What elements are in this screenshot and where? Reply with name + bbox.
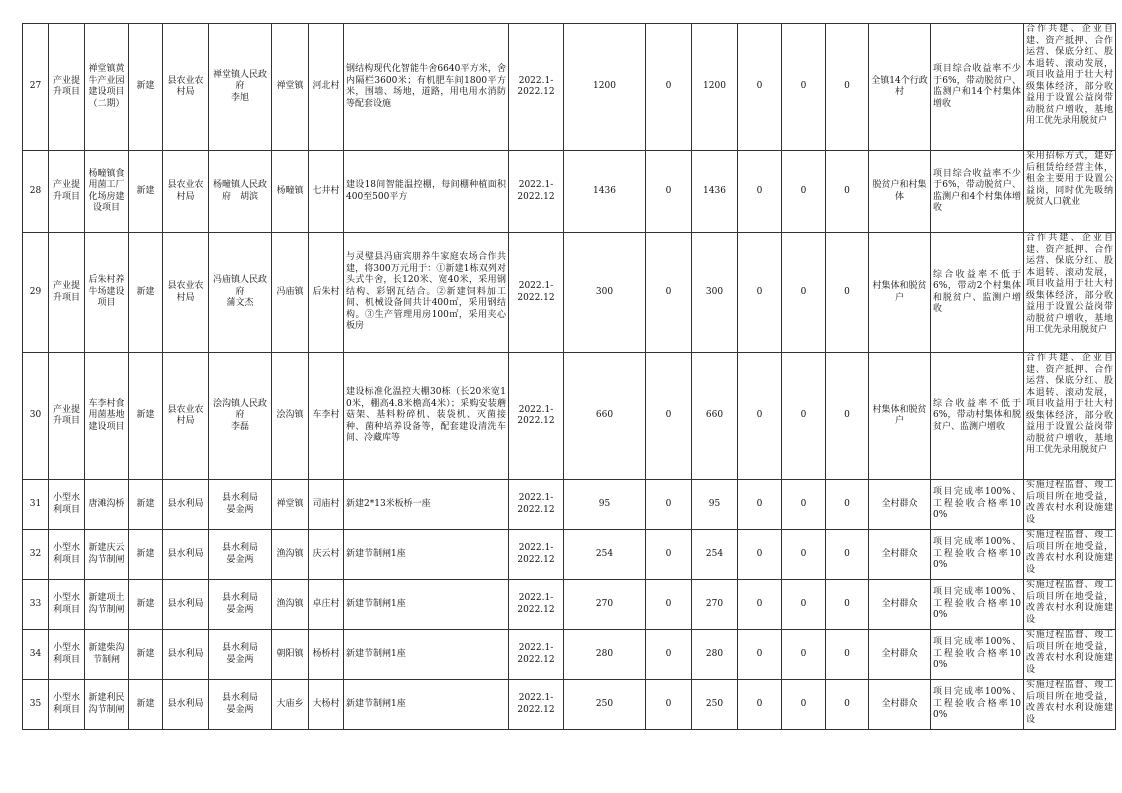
amount-cell: 0	[844, 410, 850, 421]
project-name-cell: 杨疃镇食用菌工厂化场房建设项目	[88, 168, 125, 213]
beneficiary-cell: 全村群众	[881, 698, 918, 709]
project-name-cell: 唐滩沟桥	[88, 498, 125, 509]
table-row	[23, 530, 1116, 580]
amount-cell: 0	[756, 548, 763, 559]
amount-cell: 0	[756, 286, 763, 297]
amount-cell: 0	[800, 498, 807, 509]
department-cell: 县水利局	[167, 548, 204, 559]
performance-goal-cell: 项目完成率100%、工程验收合格率100%	[933, 637, 1021, 671]
build-type-cell: 新建	[136, 185, 155, 196]
benefit-mechanism-cell: 实施过程监督、竣工后项目所在地受益，改善农村水利设施建设	[1026, 530, 1113, 575]
owner-cell: 浍沟镇人民政府 李磊	[212, 398, 267, 432]
performance-goal-cell: 项目完成率100%、工程验收合格率100%	[933, 687, 1021, 721]
amount-cell: 95	[708, 498, 721, 509]
amount-cell: 0	[756, 410, 763, 421]
content-cell: 新建2*13米板桥一座	[346, 498, 431, 509]
category-cell: 小型水利项目	[52, 593, 80, 615]
performance-goal-cell: 项目完成率100%、工程验收合格率100%	[933, 537, 1021, 571]
owner-cell: 县水利局 晏金两	[221, 643, 258, 665]
village-cell: 七井村	[312, 185, 340, 196]
village-cell: 大杨村	[312, 698, 340, 709]
total-investment-cell: 1436	[593, 185, 616, 196]
content-cell: 建设标准化温控大棚30栋（长20米宽10米，棚高4.8米檐高4米）；采购安装蘑菇架、基料粉碎机、装袋机、灭菌接种、菌种培养设备等，配套建设清洗车间、冷藏库等	[346, 387, 506, 444]
amount-cell: 660	[705, 410, 724, 421]
total-investment-cell: 95	[598, 498, 611, 509]
table-row	[23, 630, 1116, 680]
village-cell: 后朱村	[312, 286, 340, 297]
amount-cell: 0	[665, 185, 672, 196]
row-number: 29	[29, 286, 42, 297]
performance-goal-cell: 项目完成率100%、工程验收合格率100%	[933, 487, 1021, 521]
period-cell: 2022.1- 2022.12	[517, 693, 555, 715]
beneficiary-cell: 脱贫户和村集体	[872, 180, 927, 202]
owner-cell: 冯庙镇人民政府 蒲文杰	[212, 275, 267, 309]
benefit-mechanism-cell: 合作共建、企业自建、资产抵押、合作运营、保底分红、股本退转、滚动发展，项目收益用于壮大村级集体经济，部分收益用于设置公益岗带动脱贫户增收，基地用工优先录用脱贫户	[1026, 233, 1113, 335]
build-type-cell: 新建	[136, 698, 155, 709]
benefit-mechanism-cell: 实施过程监督、竣工后项目所在地受益，改善农村水利设施建设	[1026, 680, 1113, 725]
department-cell: 县农业农村局	[167, 404, 204, 426]
category-cell: 小型水利项目	[52, 643, 80, 665]
amount-cell: 0	[665, 286, 672, 297]
table-row	[23, 233, 1116, 353]
department-cell: 县农业农村局	[167, 75, 204, 97]
amount-cell: 0	[800, 185, 807, 196]
department-cell: 县水利局	[167, 498, 204, 509]
town-cell: 浍沟镇	[276, 410, 304, 421]
town-cell: 禅堂镇	[276, 498, 304, 509]
row-number: 34	[29, 648, 42, 659]
content-cell: 与灵璧县冯庙宾朋养牛家庭农场合作共建，将300万元用于：①新建1栋双列对头式牛舍，长120米、宽40米，采用钢结构、彩钢瓦结合。②新建饲料加工间、机械设备间共计400㎡，采用钢结构。③生产管理用房100㎡，采用夹心板房	[346, 252, 506, 332]
category-cell: 产业提升项目	[52, 75, 80, 97]
amount-cell: 0	[844, 81, 850, 92]
department-cell: 县农业农村局	[167, 281, 204, 303]
beneficiary-cell: 全镇14个行政村	[871, 75, 928, 97]
category-cell: 产业提升项目	[52, 404, 80, 426]
project-name-cell: 新建利民沟节制闸	[88, 693, 125, 715]
amount-cell: 0	[800, 648, 807, 659]
amount-cell: 270	[705, 598, 724, 609]
town-cell: 禅堂镇	[276, 81, 304, 92]
beneficiary-cell: 全村群众	[881, 548, 918, 559]
build-type-cell: 新建	[136, 498, 155, 509]
content-cell: 新建节制闸1座	[346, 648, 406, 659]
project-name-cell: 新建项土沟节制闸	[88, 593, 125, 615]
amount-cell: 0	[800, 81, 807, 92]
content-cell: 建设18间智能温控棚，每间棚种植面积400至500平方	[346, 180, 506, 202]
amount-cell: 0	[756, 81, 763, 92]
total-investment-cell: 300	[595, 286, 614, 297]
amount-cell: 0	[665, 598, 672, 609]
project-name-cell: 后朱村养牛场建设项目	[88, 275, 125, 309]
performance-goal-cell: 项目完成率100%、工程验收合格率100%	[933, 587, 1021, 621]
table-row	[23, 353, 1116, 480]
total-investment-cell: 660	[595, 410, 614, 421]
department-cell: 县水利局	[167, 698, 204, 709]
performance-goal-cell: 综合收益率不低于6%，带动村集体和脱贫户、监测户增收	[933, 398, 1021, 432]
owner-cell: 县水利局 晏金两	[221, 593, 258, 615]
build-type-cell: 新建	[136, 286, 155, 297]
amount-cell: 0	[756, 498, 763, 509]
benefit-mechanism-cell: 实施过程监督、竣工后项目所在地受益，改善农村水利设施建设	[1026, 480, 1113, 525]
amount-cell: 0	[800, 598, 807, 609]
performance-goal-cell: 综合收益率不低于6%，带动2个村集体和脱贫户、监测户增收	[933, 269, 1021, 314]
department-cell: 县水利局	[167, 648, 204, 659]
village-cell: 卓庄村	[312, 598, 340, 609]
town-cell: 冯庙镇	[276, 286, 304, 297]
village-cell: 河北村	[312, 81, 340, 92]
amount-cell: 0	[756, 648, 763, 659]
village-cell: 杨桥村	[312, 648, 340, 659]
period-cell: 2022.1- 2022.12	[517, 404, 555, 426]
town-cell: 渔沟镇	[276, 598, 304, 609]
period-cell: 2022.1- 2022.12	[517, 643, 555, 665]
table-row	[23, 480, 1116, 530]
amount-cell: 0	[756, 185, 763, 196]
amount-cell: 0	[844, 598, 850, 609]
town-cell: 朝阳镇	[276, 648, 304, 659]
row-number: 31	[29, 498, 42, 509]
row-number: 32	[29, 548, 42, 559]
period-cell: 2022.1- 2022.12	[517, 75, 555, 97]
build-type-cell: 新建	[136, 548, 155, 559]
amount-cell: 0	[665, 698, 672, 709]
beneficiary-cell: 全村群众	[881, 498, 918, 509]
amount-cell: 0	[665, 498, 672, 509]
town-cell: 杨疃镇	[276, 185, 304, 196]
beneficiary-cell: 村集体和脱贫户	[872, 281, 927, 303]
benefit-mechanism-cell: 合作共建、企业自建、资产抵押、合作运营、保底分红、股本退转、滚动发展，项目收益用于壮大村级集体经济，部分收益用于设置公益岗带动脱贫户增收，基地用工优先录用脱贫户	[1026, 353, 1113, 455]
benefit-mechanism-cell: 采用招标方式，建好后租赁给经营主体，租金主要用于设置公益岗，同时优先吸纳脱贫人口就业	[1026, 151, 1113, 207]
period-cell: 2022.1- 2022.12	[517, 180, 555, 202]
performance-goal-cell: 项目综合收益率不少于6%，带动脱贫户、监测户和4个村集体增收	[933, 168, 1021, 213]
project-name-cell: 禅堂镇黄牛产业园建设项目（二期）	[88, 64, 125, 109]
village-cell: 司庙村	[312, 498, 340, 509]
owner-cell: 杨疃镇人民政府 胡滨	[212, 180, 267, 202]
owner-cell: 县水利局 晏金两	[221, 693, 258, 715]
period-cell: 2022.1- 2022.12	[517, 493, 555, 515]
benefit-mechanism-cell: 实施过程监督、竣工后项目所在地受益，改善农村水利设施建设	[1026, 630, 1113, 675]
amount-cell: 280	[705, 648, 724, 659]
amount-cell: 0	[756, 598, 763, 609]
build-type-cell: 新建	[136, 648, 155, 659]
total-investment-cell: 250	[595, 698, 614, 709]
table-row	[23, 151, 1116, 233]
content-cell: 新建节制闸1座	[346, 598, 406, 609]
amount-cell: 250	[705, 698, 724, 709]
project-name-cell: 新建庆云沟节制闸	[88, 543, 125, 565]
row-number: 33	[29, 598, 42, 609]
amount-cell: 0	[665, 81, 672, 92]
category-cell: 小型水利项目	[52, 693, 80, 715]
town-cell: 大庙乡	[276, 698, 304, 709]
category-cell: 小型水利项目	[52, 543, 80, 565]
table-row	[23, 24, 1116, 151]
benefit-mechanism-cell: 合作共建、企业自建、资产抵押、合作运营、保底分红、股本退转、滚动发展，项目收益用于壮大村级集体经济，部分收益用于设置公益岗带动脱贫户增收，基地用工优先录用脱贫户	[1026, 24, 1113, 126]
beneficiary-cell: 村集体和脱贫户	[872, 404, 927, 426]
amount-cell: 0	[800, 410, 807, 421]
total-investment-cell: 254	[595, 548, 614, 559]
period-cell: 2022.1- 2022.12	[517, 281, 555, 303]
row-number: 30	[29, 410, 42, 421]
total-investment-cell: 1200	[593, 81, 616, 92]
period-cell: 2022.1- 2022.12	[517, 543, 555, 565]
content-cell: 钢结构现代化智能牛舍6640平方米，舍内隔栏3600米；有机肥车间1800平方米，围墙、场地，道路，用电用水消防等配套设施	[346, 64, 506, 109]
beneficiary-cell: 全村群众	[881, 648, 918, 659]
amount-cell: 0	[800, 548, 807, 559]
department-cell: 县水利局	[167, 598, 204, 609]
content-cell: 新建节制闸1座	[346, 698, 406, 709]
amount-cell: 0	[800, 286, 807, 297]
owner-cell: 县水利局 晏金两	[221, 493, 258, 515]
amount-cell: 0	[844, 548, 850, 559]
amount-cell: 300	[705, 286, 724, 297]
amount-cell: 0	[844, 185, 850, 196]
table-row	[23, 680, 1116, 730]
project-name-cell: 新建柴沟节制闸	[88, 643, 125, 665]
row-number: 28	[29, 185, 42, 196]
project-name-cell: 车李村食用菌基地建设项目	[88, 398, 125, 432]
owner-cell: 禅堂镇人民政府 李旭	[212, 69, 267, 103]
category-cell: 小型水利项目	[52, 493, 80, 515]
amount-cell: 1436	[703, 185, 726, 196]
amount-cell: 0	[800, 698, 807, 709]
amount-cell: 1200	[703, 81, 726, 92]
department-cell: 县农业农村局	[167, 180, 204, 202]
row-number: 27	[29, 81, 42, 92]
amount-cell: 254	[705, 548, 724, 559]
build-type-cell: 新建	[136, 81, 155, 92]
amount-cell: 0	[665, 548, 672, 559]
row-number: 35	[29, 698, 42, 709]
amount-cell: 0	[844, 698, 850, 709]
village-cell: 车李村	[312, 410, 340, 421]
town-cell: 渔沟镇	[276, 548, 304, 559]
content-cell: 新建节制闸1座	[346, 548, 406, 559]
project-table	[22, 23, 1116, 730]
table-row	[23, 580, 1116, 630]
owner-cell: 县水利局 晏金两	[221, 543, 258, 565]
amount-cell: 0	[844, 286, 850, 297]
amount-cell: 0	[844, 498, 850, 509]
period-cell: 2022.1- 2022.12	[517, 593, 555, 615]
category-cell: 产业提升项目	[52, 281, 80, 303]
performance-goal-cell: 项目综合收益率不少于6%，带动脱贫户、监测户和14个村集体增收	[933, 64, 1021, 109]
village-cell: 庆云村	[312, 548, 340, 559]
category-cell: 产业提升项目	[52, 180, 80, 202]
build-type-cell: 新建	[136, 410, 155, 421]
amount-cell: 0	[665, 648, 672, 659]
total-investment-cell: 270	[595, 598, 614, 609]
amount-cell: 0	[844, 648, 850, 659]
total-investment-cell: 280	[595, 648, 614, 659]
beneficiary-cell: 全村群众	[881, 598, 918, 609]
amount-cell: 0	[665, 410, 672, 421]
build-type-cell: 新建	[136, 598, 155, 609]
amount-cell: 0	[756, 698, 763, 709]
benefit-mechanism-cell: 实施过程监督、竣工后项目所在地受益，改善农村水利设施建设	[1026, 580, 1113, 625]
